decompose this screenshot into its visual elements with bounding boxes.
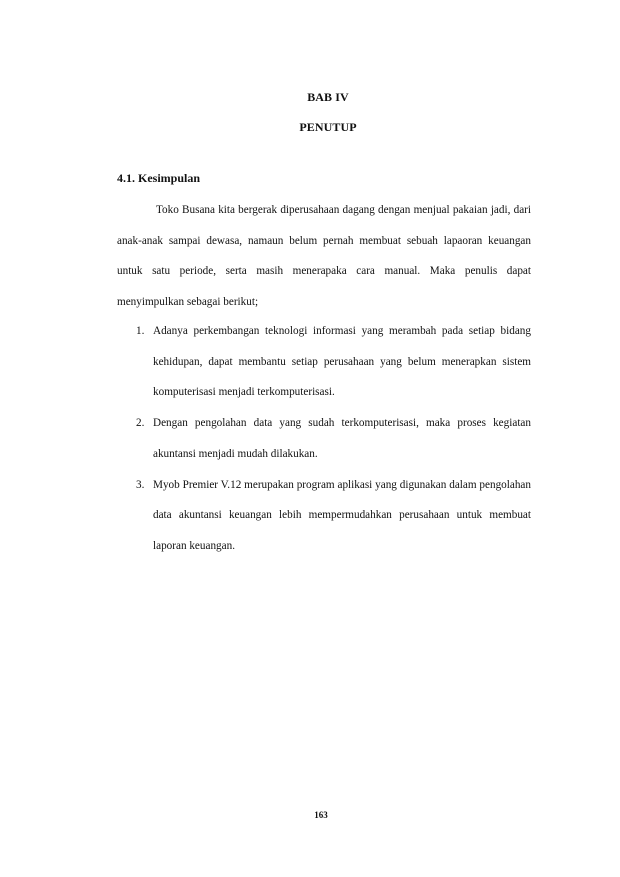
- body-paragraph: Toko Busana kita bergerak diperusahaan dagang dengan menjual pakaian jadi, dari anak-anak sampai dewasa, namaun belum pernah membuat sebuah lapaoran keuangan untuk satu periode, serta masih menerapaka cara manual. Maka penulis dapat menyimpulkan sebagai berikut;: [117, 204, 531, 309]
- conclusion-list: [117, 316, 531, 562]
- list-item: [117, 408, 531, 469]
- list-item-number: 1.: [136, 325, 145, 337]
- list-item-text: Dengan pengolahan data yang sudah terkomputerisasi, maka proses kegiatan akuntansi menjadi mudah dilakukan.: [153, 417, 531, 460]
- list-item-number: 3.: [136, 478, 145, 491]
- list-item: [117, 316, 531, 408]
- list-item-number: 2.: [136, 417, 145, 430]
- section-heading: 4.1. Kesimpulan: [117, 171, 201, 185]
- page-number: 163: [314, 810, 328, 820]
- list-item-text: Myob Premier V.12 merupakan program aplikasi yang digunakan dalam pengolahan data akuntansi keuangan lebih mempermudahkan perusahaan untuk membuat laporan keuangan.: [153, 478, 531, 552]
- chapter-number: BAB IV: [307, 90, 349, 104]
- section-body: [117, 195, 531, 318]
- list-item-text: Adanya perkembangan teknologi informasi yang merambah pada setiap bidang kehidupan, dapat membantu setiap perusahaan yang belum menerapkan sistem komputerisasi menjadi terkomputerisasi.: [153, 325, 531, 399]
- list-item: [117, 470, 531, 562]
- chapter-title: PENUTUP: [299, 120, 357, 134]
